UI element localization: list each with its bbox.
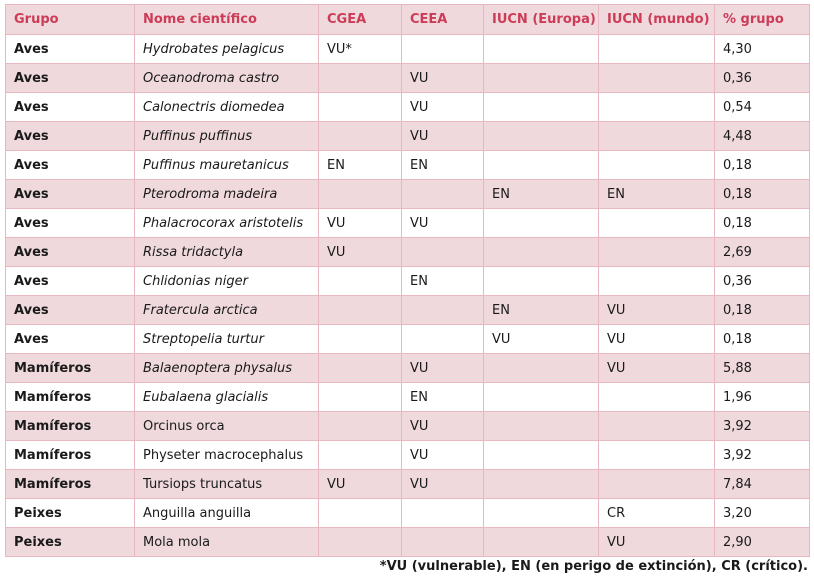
cell-grupo: Aves [6, 64, 135, 93]
cell-cgea: VU [319, 470, 402, 499]
header-grupo: Grupo [6, 5, 135, 35]
cell-iucn-mundo: VU [599, 325, 715, 354]
table-row [6, 470, 810, 499]
cell-grupo: Aves [6, 296, 135, 325]
cell-iucn-mundo: VU [599, 296, 715, 325]
cell-pct-grupo: 0,18 [715, 296, 810, 325]
cell-nome-cientifico: Pterodroma madeira [135, 180, 319, 209]
cell-grupo: Peixes [6, 499, 135, 528]
cell-ceea: VU [402, 441, 484, 470]
table-row [6, 209, 810, 238]
cell-pct-grupo: 2,90 [715, 528, 810, 557]
cell-pct-grupo: 2,69 [715, 238, 810, 267]
cell-nome-cientifico: Puffinus puffinus [135, 122, 319, 151]
cell-grupo: Aves [6, 238, 135, 267]
cell-iucn-europa [484, 470, 599, 499]
cell-cgea [319, 354, 402, 383]
cell-nome-cientifico: Orcinus orca [135, 412, 319, 441]
cell-pct-grupo: 0,54 [715, 93, 810, 122]
cell-ceea [402, 325, 484, 354]
cell-iucn-europa [484, 267, 599, 296]
table-body [6, 35, 810, 557]
cell-grupo: Aves [6, 180, 135, 209]
cell-iucn-mundo [599, 470, 715, 499]
cell-grupo: Aves [6, 325, 135, 354]
cell-iucn-europa [484, 35, 599, 64]
cell-cgea [319, 325, 402, 354]
cell-ceea: VU [402, 209, 484, 238]
cell-pct-grupo: 0,36 [715, 64, 810, 93]
cell-pct-grupo: 3,92 [715, 412, 810, 441]
table-row [6, 122, 810, 151]
cell-iucn-europa [484, 354, 599, 383]
cell-ceea: VU [402, 93, 484, 122]
cell-iucn-mundo: EN [599, 180, 715, 209]
cell-pct-grupo: 0,18 [715, 180, 810, 209]
table-row [6, 35, 810, 64]
cell-iucn-europa [484, 528, 599, 557]
table-row [6, 325, 810, 354]
table-row [6, 499, 810, 528]
cell-pct-grupo: 7,84 [715, 470, 810, 499]
cell-cgea: VU [319, 238, 402, 267]
cell-ceea [402, 296, 484, 325]
cell-pct-grupo: 4,48 [715, 122, 810, 151]
footnote: *VU (vulnerable), EN (en perigo de extinción), CR (crítico). [379, 559, 808, 574]
cell-cgea [319, 267, 402, 296]
cell-cgea: VU* [319, 35, 402, 64]
cell-grupo: Mamíferos [6, 441, 135, 470]
table-row [6, 383, 810, 412]
cell-iucn-europa [484, 93, 599, 122]
cell-grupo: Mamíferos [6, 354, 135, 383]
header-cgea: CGEA [319, 5, 402, 35]
cell-ceea: VU [402, 470, 484, 499]
header-pct-grupo: % grupo [715, 5, 810, 35]
cell-cgea [319, 499, 402, 528]
cell-grupo: Aves [6, 151, 135, 180]
cell-iucn-mundo [599, 267, 715, 296]
cell-pct-grupo: 0,18 [715, 325, 810, 354]
cell-iucn-mundo [599, 441, 715, 470]
cell-nome-cientifico: Chlidonias niger [135, 267, 319, 296]
cell-iucn-europa [484, 441, 599, 470]
cell-nome-cientifico: Oceanodroma castro [135, 64, 319, 93]
cell-grupo: Mamíferos [6, 383, 135, 412]
table-row [6, 528, 810, 557]
cell-ceea [402, 35, 484, 64]
cell-cgea [319, 441, 402, 470]
cell-iucn-mundo: CR [599, 499, 715, 528]
cell-iucn-mundo [599, 93, 715, 122]
cell-nome-cientifico: Calonectris diomedea [135, 93, 319, 122]
table-row [6, 151, 810, 180]
cell-nome-cientifico: Anguilla anguilla [135, 499, 319, 528]
cell-nome-cientifico: Tursiops truncatus [135, 470, 319, 499]
cell-iucn-mundo [599, 238, 715, 267]
cell-nome-cientifico: Hydrobates pelagicus [135, 35, 319, 64]
cell-iucn-europa: EN [484, 180, 599, 209]
cell-ceea: EN [402, 267, 484, 296]
cell-pct-grupo: 3,92 [715, 441, 810, 470]
cell-cgea [319, 296, 402, 325]
table-header [6, 5, 810, 35]
cell-iucn-europa [484, 412, 599, 441]
header-nome-cientifico: Nome científico [135, 5, 319, 35]
cell-grupo: Aves [6, 209, 135, 238]
cell-iucn-europa [484, 238, 599, 267]
cell-ceea [402, 180, 484, 209]
cell-cgea [319, 180, 402, 209]
cell-iucn-mundo [599, 122, 715, 151]
cell-iucn-europa [484, 151, 599, 180]
cell-ceea: VU [402, 64, 484, 93]
cell-iucn-europa [484, 122, 599, 151]
cell-iucn-europa [484, 499, 599, 528]
cell-iucn-mundo [599, 64, 715, 93]
cell-iucn-mundo [599, 383, 715, 412]
table-row [6, 238, 810, 267]
cell-ceea [402, 499, 484, 528]
cell-grupo: Aves [6, 267, 135, 296]
cell-pct-grupo: 0,18 [715, 209, 810, 238]
cell-nome-cientifico: Fratercula arctica [135, 296, 319, 325]
cell-grupo: Aves [6, 35, 135, 64]
cell-cgea [319, 64, 402, 93]
cell-pct-grupo: 4,30 [715, 35, 810, 64]
table-row [6, 441, 810, 470]
cell-ceea: EN [402, 383, 484, 412]
species-table [5, 4, 810, 557]
cell-ceea [402, 238, 484, 267]
cell-grupo: Mamíferos [6, 470, 135, 499]
cell-grupo: Aves [6, 122, 135, 151]
header-iucn-mundo: IUCN (mundo) [599, 5, 715, 35]
cell-iucn-mundo: VU [599, 354, 715, 383]
table-row [6, 354, 810, 383]
header-ceea: CEEA [402, 5, 484, 35]
cell-grupo: Mamíferos [6, 412, 135, 441]
cell-nome-cientifico: Phalacrocorax aristotelis [135, 209, 319, 238]
cell-cgea [319, 93, 402, 122]
header-iucn-europa: IUCN (Europa) [484, 5, 599, 35]
cell-iucn-mundo [599, 35, 715, 64]
cell-cgea [319, 383, 402, 412]
cell-iucn-mundo [599, 412, 715, 441]
cell-pct-grupo: 1,96 [715, 383, 810, 412]
cell-cgea [319, 412, 402, 441]
cell-nome-cientifico: Rissa tridactyla [135, 238, 319, 267]
cell-iucn-europa: EN [484, 296, 599, 325]
cell-nome-cientifico: Eubalaena glacialis [135, 383, 319, 412]
cell-cgea: VU [319, 209, 402, 238]
cell-ceea: VU [402, 412, 484, 441]
cell-ceea: VU [402, 122, 484, 151]
cell-iucn-mundo [599, 209, 715, 238]
cell-grupo: Aves [6, 93, 135, 122]
cell-cgea [319, 528, 402, 557]
table-row [6, 412, 810, 441]
table-row [6, 93, 810, 122]
table-row [6, 267, 810, 296]
cell-iucn-mundo [599, 151, 715, 180]
table-row [6, 64, 810, 93]
table-row [6, 296, 810, 325]
cell-pct-grupo: 0,36 [715, 267, 810, 296]
header-row [6, 5, 810, 35]
cell-pct-grupo: 3,20 [715, 499, 810, 528]
cell-iucn-mundo: VU [599, 528, 715, 557]
table-row [6, 180, 810, 209]
cell-nome-cientifico: Physeter macrocephalus [135, 441, 319, 470]
cell-iucn-europa [484, 209, 599, 238]
cell-cgea: EN [319, 151, 402, 180]
cell-ceea: EN [402, 151, 484, 180]
cell-iucn-europa: VU [484, 325, 599, 354]
cell-cgea [319, 122, 402, 151]
cell-iucn-europa [484, 64, 599, 93]
cell-ceea: VU [402, 354, 484, 383]
cell-pct-grupo: 5,88 [715, 354, 810, 383]
cell-nome-cientifico: Mola mola [135, 528, 319, 557]
cell-nome-cientifico: Balaenoptera physalus [135, 354, 319, 383]
cell-pct-grupo: 0,18 [715, 151, 810, 180]
cell-grupo: Peixes [6, 528, 135, 557]
cell-nome-cientifico: Streptopelia turtur [135, 325, 319, 354]
cell-ceea [402, 528, 484, 557]
cell-iucn-europa [484, 383, 599, 412]
cell-nome-cientifico: Puffinus mauretanicus [135, 151, 319, 180]
